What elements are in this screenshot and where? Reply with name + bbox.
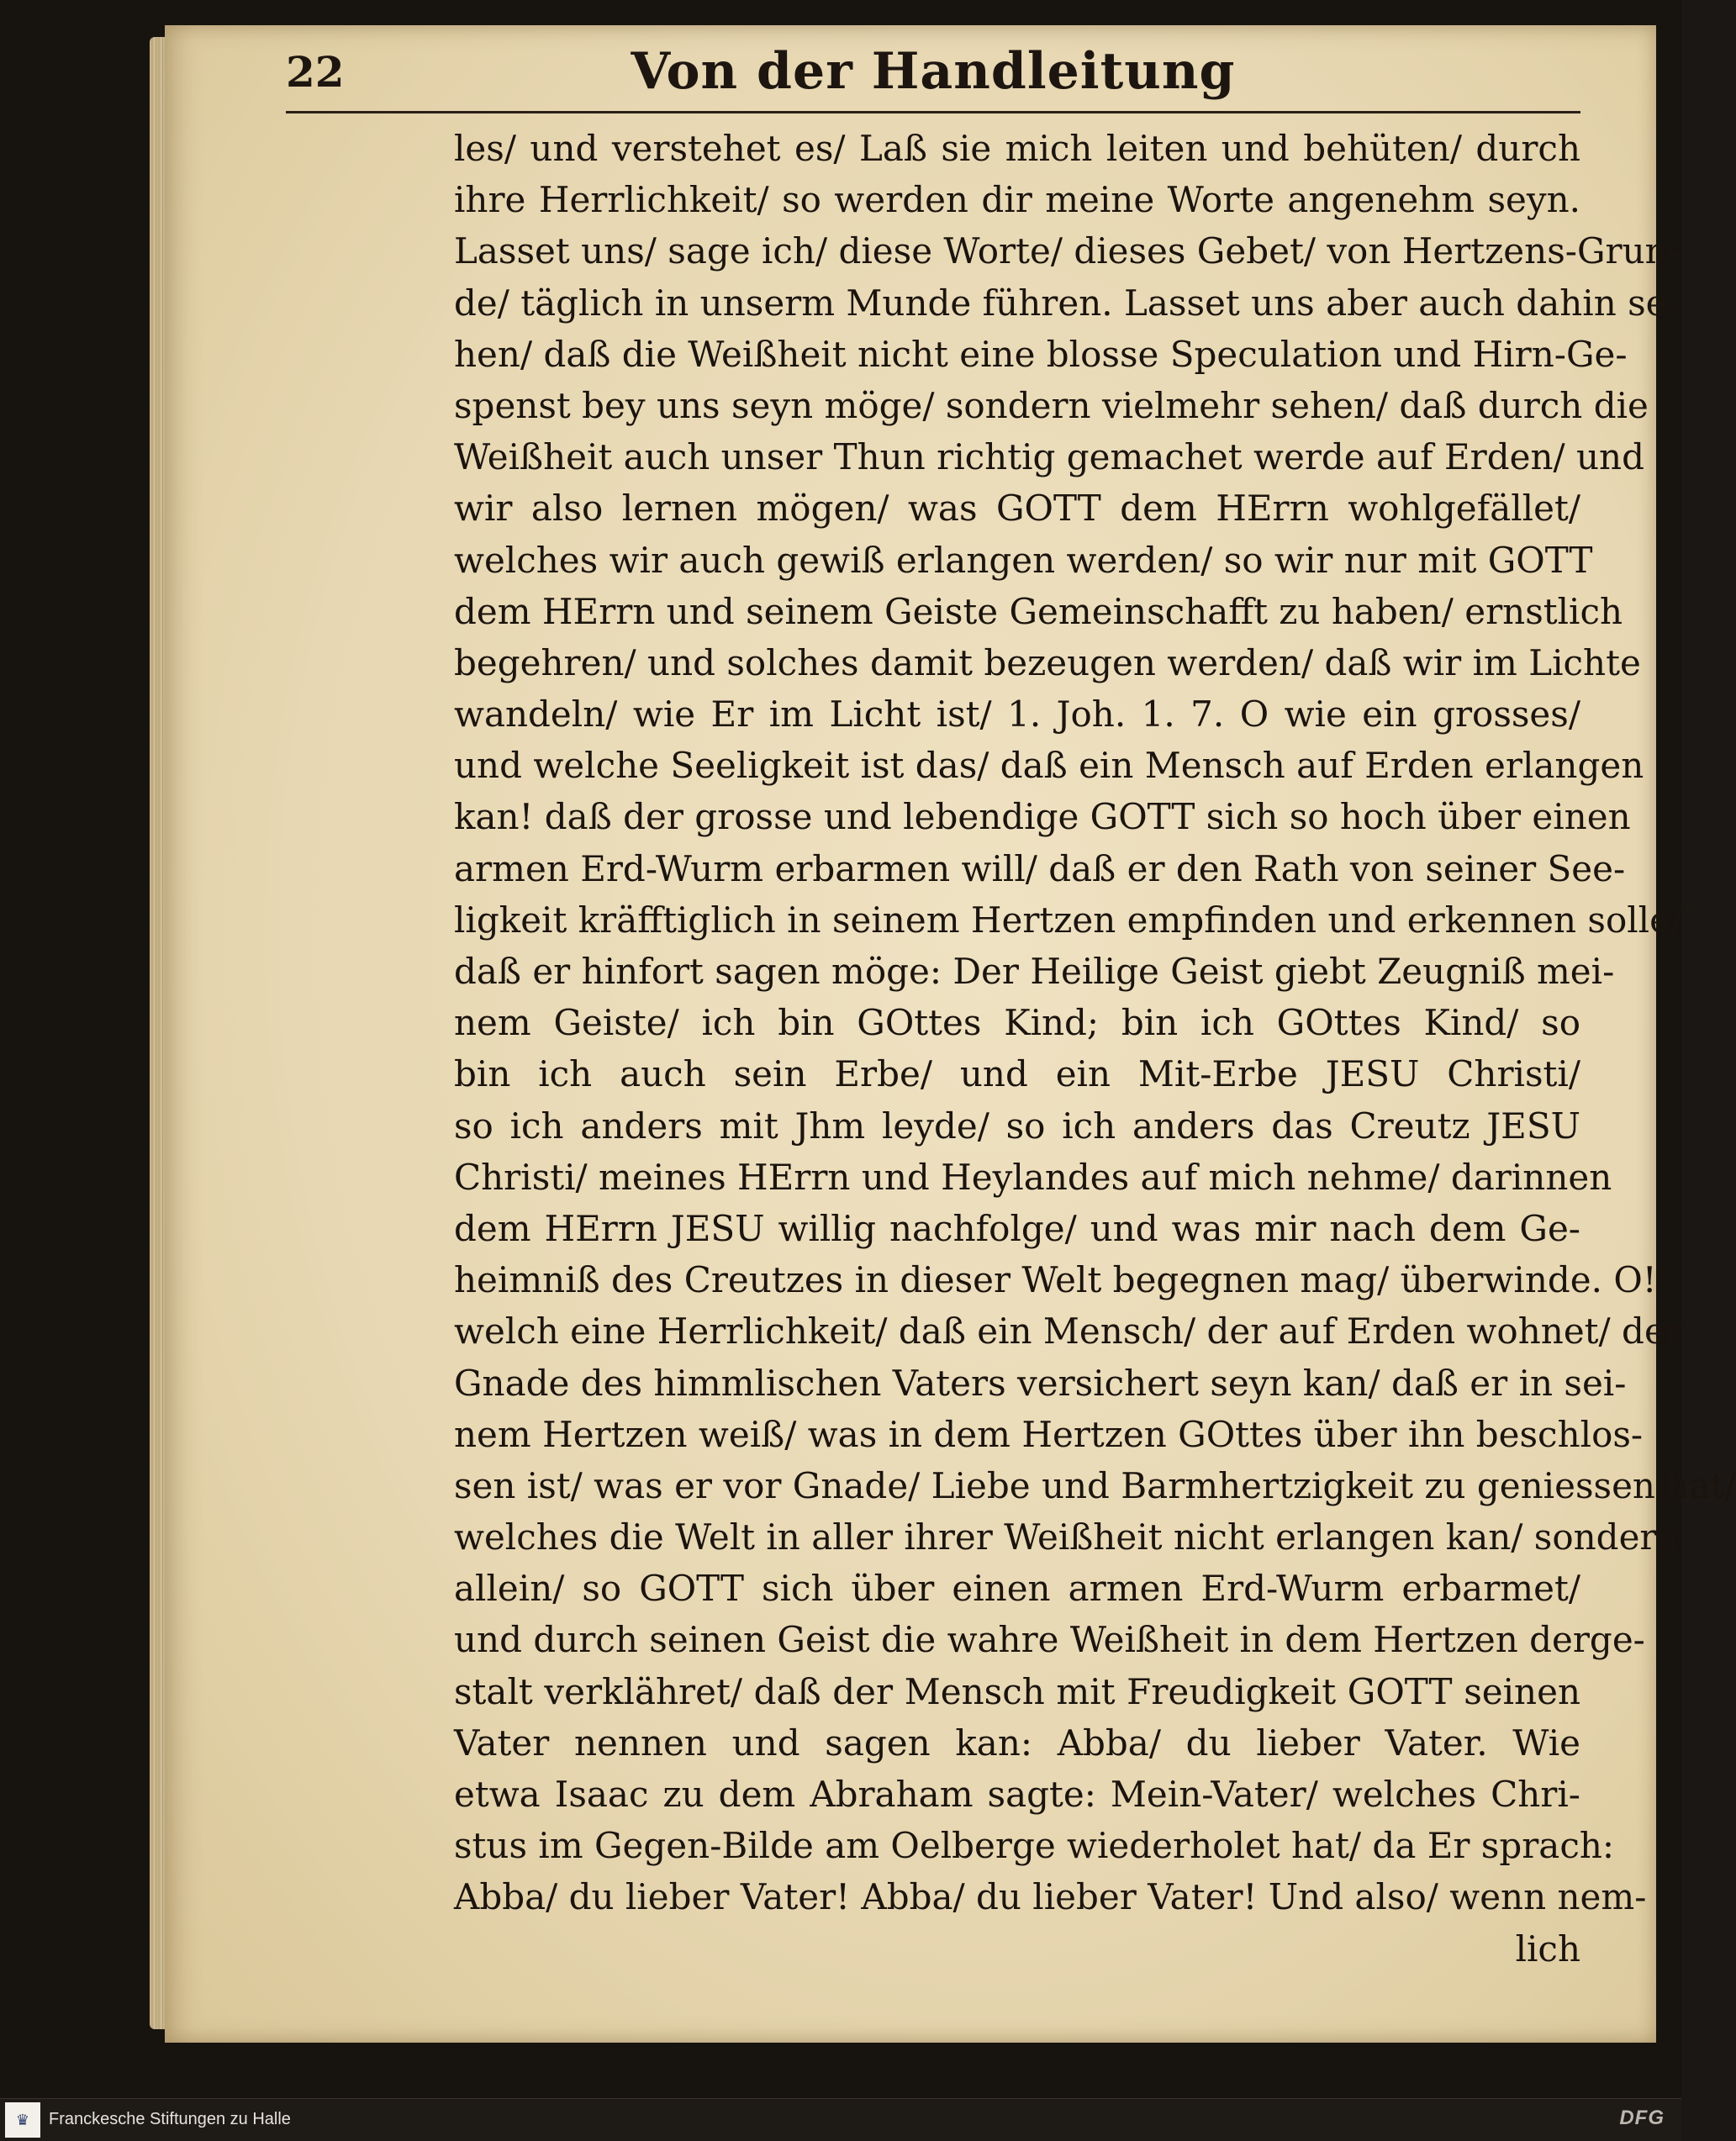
header-rule [286,111,1580,113]
text-line: les/ und verstehet es/ Laß sie mich leiten und behüten/ durch [454,128,1580,169]
text-line: Lasset uns/ sage ich/ diese Worte/ dieses Gebet/ von Hertzens-Grun- [454,230,1680,272]
text-line: welch eine Herrlichkeit/ daß ein Mensch/ der auf Erden wohnet/ der [454,1310,1682,1353]
text-line: Vater nennen und sagen kan: Abba/ du lieber Vater. Wie [454,1722,1580,1764]
text-line: Weißheit auch unser Thun richtig gemachet werde auf Erden/ und [454,436,1644,478]
text-line: nem Geiste/ ich bin GOttes Kind; bin ich GOttes Kind/ so [454,1002,1580,1044]
body-text [454,123,1736,1975]
text-line: dem HErrn JESU willig nachfolge/ und was mir nach dem Ge- [454,1207,1580,1249]
text-line: wandeln/ wie Er im Licht ist/ 1. Joh. 1. 7. O wie ein grosses/ [454,693,1580,736]
running-head: Von der Handleitung [631,42,1236,101]
text-line: kan! daß der grosse und lebendige GOTT sich so hoch über einen [454,796,1631,838]
text-line: wir also lernen mögen/ was GOTT dem HErrn wohlgefället/ [454,488,1580,530]
text-line: welches wir auch gewiß erlangen werden/ so wir nur mit GOTT [454,539,1593,581]
text-line: ligkeit kräfftiglich in seinem Hertzen empfinden und erkennen solle/ [454,899,1683,941]
franckesche-stiftungen-logo-icon[interactable]: ♛ [5,2102,40,2138]
text-line: etwa Isaac zu dem Abraham sagte: Mein-Vater/ welches Chri- [454,1774,1580,1815]
text-line: Abba/ du lieber Vater! Abba/ du lieber Vater! Und also/ wenn nem- [454,1876,1647,1918]
text-line: hen/ daß die Weißheit nicht eine blosse Speculation und Hirn-Ge- [454,333,1628,375]
footer-bar [0,2098,1681,2141]
text-line: spenst bey uns seyn möge/ sondern vielmehr sehen/ daß durch die [454,384,1649,426]
text-line: und durch seinen Geist die wahre Weißheit in dem Hertzen derge- [454,1619,1645,1661]
text-line: und welche Seeligkeit ist das/ daß ein Mensch auf Erden erlangen [454,745,1644,787]
text-line: so ich anders mit Jhm leyde/ so ich anders das Creutz JESU [454,1105,1580,1147]
footer-institution[interactable]: Franckesche Stiftungen zu Halle [49,2110,291,2128]
text-line: allein/ so GOTT sich über einen armen Erd-Wurm erbarmet/ [454,1568,1580,1610]
text-line: armen Erd-Wurm erbarmen will/ daß er den Rath von seiner See- [454,847,1626,889]
text-line: Christi/ meines HErrn und Heylandes auf mich nehme/ darinnen [454,1156,1612,1198]
text-line: ihre Herrlichkeit/ so werden dir meine Worte angenehm seyn. [454,179,1580,221]
text-line: welches die Welt in aller ihrer Weißheit nicht erlangen kan/ sondern [454,1516,1680,1558]
text-line: stus im Gegen-Bilde am Oelberge wiederholet hat/ da Er sprach: [454,1825,1615,1867]
text-line: bin ich auch sein Erbe/ und ein Mit-Erbe JESU Christi/ [454,1053,1580,1095]
page-number: 22 [286,47,345,97]
text-line: sen ist/ was er vor Gnade/ Liebe und Barmhertzigkeit zu geniessen hat/ [454,1464,1736,1506]
text-line: de/ täglich in unserm Munde führen. Lasset uns aber auch dahin se- [454,282,1679,324]
page-header [286,42,1580,109]
text-line: begehren/ und solches damit bezeugen werden/ daß wir im Lichte [454,641,1641,683]
dfg-logo[interactable]: DFG [1619,2107,1665,2129]
text-line: Gnade des himmlischen Vaters versichert seyn kan/ daß er in sei- [454,1362,1627,1404]
text-line: daß er hinfort sagen möge: Der Heilige Geist giebt Zeugniß mei- [454,951,1615,992]
text-line: stalt verklähret/ daß der Mensch mit Freudigkeit GOTT seinen [454,1670,1580,1712]
text-line: dem HErrn und seinem Geiste Gemeinschafft zu haben/ ernstlich [454,590,1623,632]
text-line: nem Hertzen weiß/ was in dem Hertzen GOttes über ihn beschlos- [454,1413,1644,1455]
catchword: lich [1515,1927,1580,1970]
text-line: heimniß des Creutzes in dieser Welt begegnen mag/ überwinde. O! [454,1259,1657,1301]
